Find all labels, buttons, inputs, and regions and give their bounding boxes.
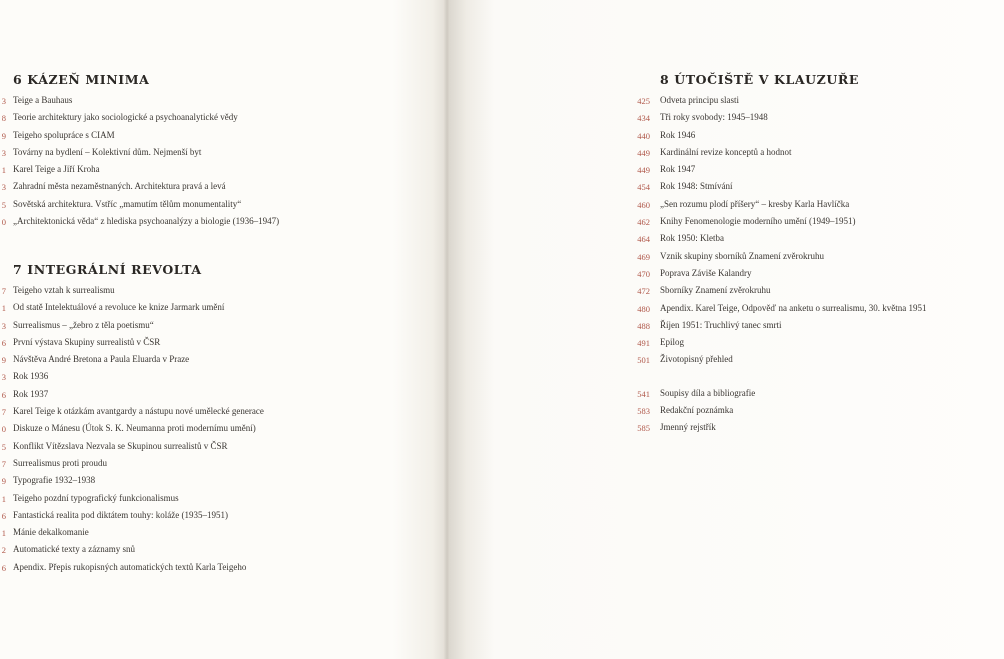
toc-entry bbox=[0, 422, 1000, 439]
toc-entry-title: První výstava Skupiny surrealistů v ČSR bbox=[13, 336, 161, 347]
toc-entry-title: Říjen 1951: Truchlivý tanec smrti bbox=[660, 319, 782, 330]
toc-entry bbox=[0, 216, 1000, 233]
toc-page-number: 9 bbox=[1, 130, 6, 141]
toc-page-number: 462 bbox=[637, 217, 650, 228]
toc-page-number: 6 bbox=[1, 562, 6, 573]
toc-page-number: 9 bbox=[1, 355, 6, 366]
toc-entry-title: Konflikt Vítězslava Nezvala se Skupinou surrealistů v ČSR bbox=[13, 440, 228, 451]
toc-page-number: 0 bbox=[1, 424, 6, 435]
toc-entry-title: Sovětská architektura. Vstříc „mamutím tělům monumentality“ bbox=[13, 198, 242, 209]
toc-page-number: 9 bbox=[1, 476, 6, 487]
toc-page-number: 583 bbox=[637, 406, 650, 417]
toc-page-number: 1 bbox=[1, 165, 6, 176]
toc-page-number: 501 bbox=[637, 355, 650, 366]
toc-page-number: 5 bbox=[1, 199, 6, 210]
toc-entry bbox=[0, 199, 1000, 216]
toc-page-number: 425 bbox=[637, 96, 650, 106]
toc-entry bbox=[0, 268, 1000, 285]
toc-entry-title: Jmenný rejstřík bbox=[660, 422, 716, 433]
toc-page-number: 440 bbox=[637, 130, 650, 141]
toc-page-number: 2 bbox=[1, 545, 6, 556]
section-gap bbox=[0, 372, 1000, 388]
toc-entry bbox=[0, 405, 1000, 422]
toc-entry-title: Automatické texty a záznamy snů bbox=[13, 544, 135, 555]
toc-entry-title: Karel Teige k otázkám avantgardy a nástupu nové umělecké generace bbox=[13, 406, 264, 417]
toc-entry-title: Tři roky svobody: 1945–1948 bbox=[660, 112, 768, 123]
toc-page-number: 491 bbox=[637, 338, 650, 349]
toc-entry bbox=[0, 354, 1000, 371]
toc-entry-title: „Architektonická věda“ z hlediska psychoanalýzy a biologie (1936–1947) bbox=[13, 216, 280, 227]
toc-page-number: 1 bbox=[1, 303, 6, 314]
toc-page-number: 6 bbox=[1, 510, 6, 521]
toc-entry-title: Rok 1947 bbox=[660, 164, 696, 175]
toc-entry-title: Zahradní města nezaměstnaných. Architektura pravá a levá bbox=[13, 181, 226, 192]
toc-entry-title: Teorie architektury jako sociologické a psychoanalytické vědy bbox=[13, 112, 238, 123]
toc-page-number: 541 bbox=[637, 388, 650, 399]
chapter-8-list bbox=[0, 95, 1000, 440]
toc-page-number: 449 bbox=[637, 147, 650, 158]
toc-entry-title: Teigeho pozdní typografický funkcionalismus bbox=[13, 492, 179, 503]
toc-page-number: 472 bbox=[637, 286, 650, 297]
toc-entry-title: Návštěva André Bretona a Paula Eluarda v Praze bbox=[13, 354, 190, 365]
toc-entry-title: Továrny na bydlení – Kolektivní dům. Nejmenší byt bbox=[13, 146, 202, 157]
toc-entry-title: Surrealismus proti proudu bbox=[13, 457, 107, 468]
toc-page-number: 464 bbox=[637, 234, 650, 245]
toc-entry bbox=[0, 233, 1000, 250]
toc-entry bbox=[0, 320, 1000, 337]
toc-entry-title: Rok 1948: Stmívání bbox=[660, 181, 733, 192]
toc-entry-title: Soupisy díla a bibliografie bbox=[660, 387, 756, 398]
toc-page-number: 8 bbox=[1, 113, 6, 124]
toc-page-number: 454 bbox=[637, 182, 650, 193]
toc-page-number: 7 bbox=[1, 286, 6, 296]
toc-page-number: 470 bbox=[637, 268, 650, 279]
toc-entry-title: Typografie 1932–1938 bbox=[13, 475, 96, 486]
toc-entry bbox=[0, 181, 1000, 198]
toc-entry-title: Rok 1936 bbox=[13, 371, 49, 382]
toc-entry-title: Knihy Fenomenologie moderního umění (1949–1951) bbox=[660, 216, 856, 227]
toc-entry bbox=[0, 95, 1000, 112]
chapter-8-title: 8 ÚTOČIŠTĚ V KLAUZUŘE bbox=[660, 72, 859, 87]
toc-entry-title: Od statě Intelektuálové a revoluce ke knize Jarmark umění bbox=[13, 302, 225, 313]
toc-page-number: 460 bbox=[637, 199, 650, 210]
toc-entry bbox=[0, 112, 1000, 129]
toc-page-number: 1 bbox=[1, 528, 6, 539]
toc-page-number: 3 bbox=[1, 372, 6, 383]
toc-entry-title: Teige a Bauhaus bbox=[13, 95, 73, 105]
toc-page-number: 5 bbox=[1, 441, 6, 452]
toc-page-number: 585 bbox=[637, 423, 650, 434]
toc-entry-title: Sborníky Znamení zvěrokruhu bbox=[660, 285, 771, 296]
toc-entry-title: „Sen rozumu plodí příšery“ – kresby Karla Havlíčka bbox=[660, 198, 850, 209]
toc-entry-title: Teigeho spolupráce s CIAM bbox=[13, 129, 115, 140]
toc-entry-title: Vznik skupiny sborníků Znamení zvěrokruhu bbox=[660, 250, 824, 261]
toc-page-number: 3 bbox=[1, 147, 6, 158]
toc-entry bbox=[0, 285, 1000, 302]
toc-page-number: 3 bbox=[1, 182, 6, 193]
toc-entry-title: Epilog bbox=[660, 337, 684, 348]
toc-entry-title: Rok 1946 bbox=[660, 129, 696, 140]
toc-page-number: 3 bbox=[1, 96, 6, 106]
toc-page-number: 1 bbox=[1, 493, 6, 504]
toc-entry-title: Apendix. Karel Teige, Odpověď na anketu o surrealismu, 30. května 1951 bbox=[660, 302, 927, 313]
toc-entry-title: Kardinální revize konceptů a hodnot bbox=[660, 146, 792, 157]
toc-page-number: 7 bbox=[1, 407, 6, 418]
toc-entry bbox=[0, 337, 1000, 354]
toc-entry bbox=[0, 130, 1000, 147]
toc-page-number: 434 bbox=[637, 113, 650, 124]
chapter-6-title: 6 KÁZEŇ MINIMA bbox=[13, 72, 150, 87]
toc-entry-title: Fantastická realita pod diktátem touhy: koláže (1935–1951) bbox=[13, 509, 228, 520]
toc-entry bbox=[0, 303, 1000, 320]
toc-entry-title: Redakční poznámka bbox=[660, 405, 734, 416]
toc-entry bbox=[0, 147, 1000, 164]
toc-page-number: 488 bbox=[637, 320, 650, 331]
toc-entry-title: Teigeho vztah k surrealismu bbox=[13, 285, 115, 295]
toc-page-number: 6 bbox=[1, 389, 6, 400]
toc-entry bbox=[0, 251, 1000, 268]
toc-entry-title: Karel Teige a Jiří Kroha bbox=[13, 164, 100, 175]
toc-page-number: 0 bbox=[1, 217, 6, 228]
chapter-7-title: 7 INTEGRÁLNÍ REVOLTA bbox=[13, 262, 202, 277]
toc-page-number: 449 bbox=[637, 165, 650, 176]
toc-page-number: 480 bbox=[637, 303, 650, 314]
toc-entry-title: Mánie dekalkomanie bbox=[13, 527, 89, 538]
toc-entry-title: Odveta principu slasti bbox=[660, 95, 739, 105]
toc-entry-title: Apendix. Přepis rukopisných automatických textů Karla Teigeho bbox=[13, 561, 247, 572]
toc-entry-title: Životopisný přehled bbox=[660, 354, 733, 365]
toc-page-number: 3 bbox=[1, 320, 6, 331]
toc-entry-title: Rok 1937 bbox=[13, 388, 49, 399]
toc-page-number: 6 bbox=[1, 337, 6, 348]
toc-entry-title: Poprava Záviše Kalandry bbox=[660, 267, 752, 278]
toc-entry-title: Rok 1950: Kletba bbox=[660, 233, 724, 244]
toc-entry-title: Surrealismus – „žebro z těla poetismu“ bbox=[13, 319, 154, 330]
toc-page-number: 469 bbox=[637, 251, 650, 262]
toc-entry bbox=[0, 164, 1000, 181]
toc-entry-title: Diskuze o Mánesu (Útok S. K. Neumanna proti modernímu umění) bbox=[13, 423, 256, 434]
toc-page-number: 7 bbox=[1, 458, 6, 469]
toc-entry bbox=[0, 388, 1000, 405]
